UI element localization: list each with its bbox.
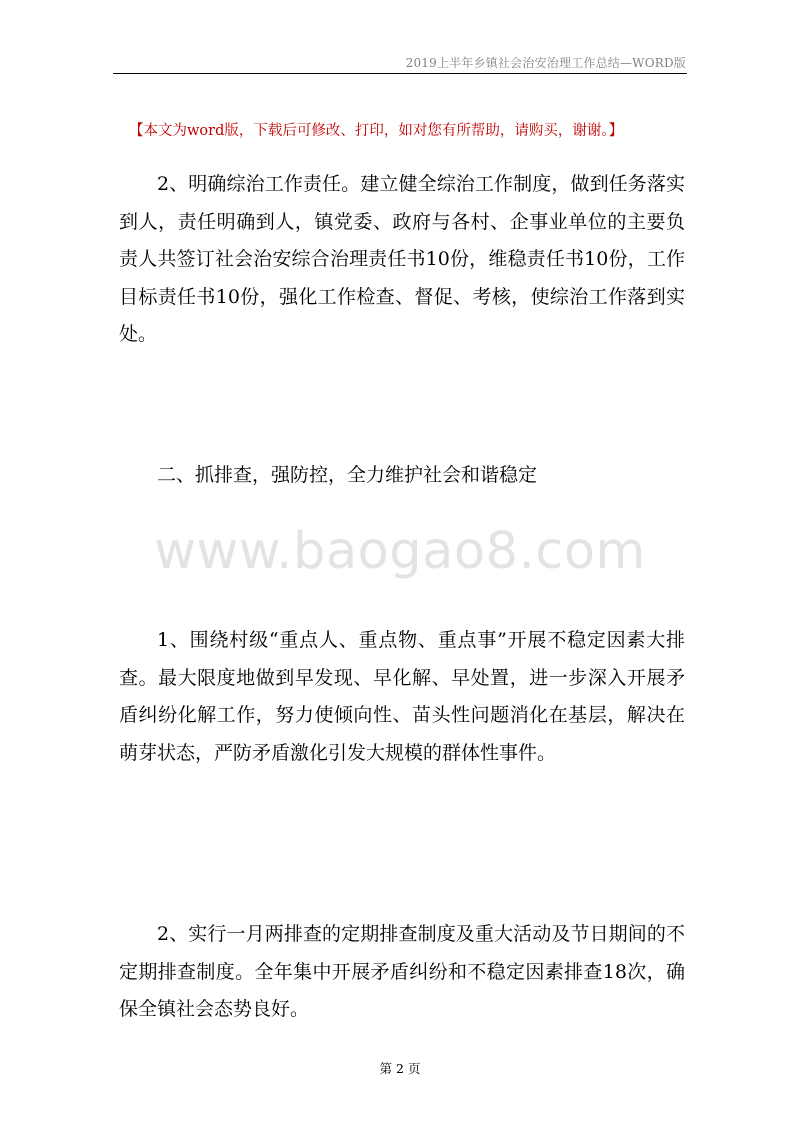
page-header-title: 2019上半年乡镇社会治安治理工作总结—WORD版	[405, 56, 686, 70]
section-heading-investigation: 二、抓排查，强防控，全力维护社会和谐稳定	[157, 464, 538, 486]
header-divider	[113, 73, 687, 74]
paragraph-village-investigation: 1、围绕村级“重点人、重点物、重点事”开展不稳定因素大排查。最大限度地做到早发现、早化解、早处置，进一步深入开展矛盾纠纷化解工作，努力使倾向性、苗头性问题消化在基层，解决在萌芽状态，严防矛盾激化引发大规模的群体性事件。	[119, 629, 685, 764]
watermark: www.baogao8.com	[154, 522, 646, 581]
paragraph-periodic-investigation: 2、实行一月两排查的定期排查制度及重大活动及节日期间的不定期排查制度。全年集中开展矛盾纠纷和不稳定因素排查18次，确保全镇社会态势良好。	[119, 923, 685, 1020]
download-notice: 【本文为word版，下载后可修改、打印，如对您有所帮助，请购买，谢谢。】	[129, 123, 624, 139]
page-number: 第 2 页	[379, 1061, 421, 1076]
paragraph-responsibility: 2、明确综治工作责任。建立健全综治工作制度，做到任务落实到人，责任明确到人，镇党委、政府与各村、企事业单位的主要负责人共签订社会治安综合治理责任书10份，维稳责任书10份，工作目标责任书10份，强化工作检查、督促、考核，使综治工作落到实处。	[119, 173, 685, 345]
